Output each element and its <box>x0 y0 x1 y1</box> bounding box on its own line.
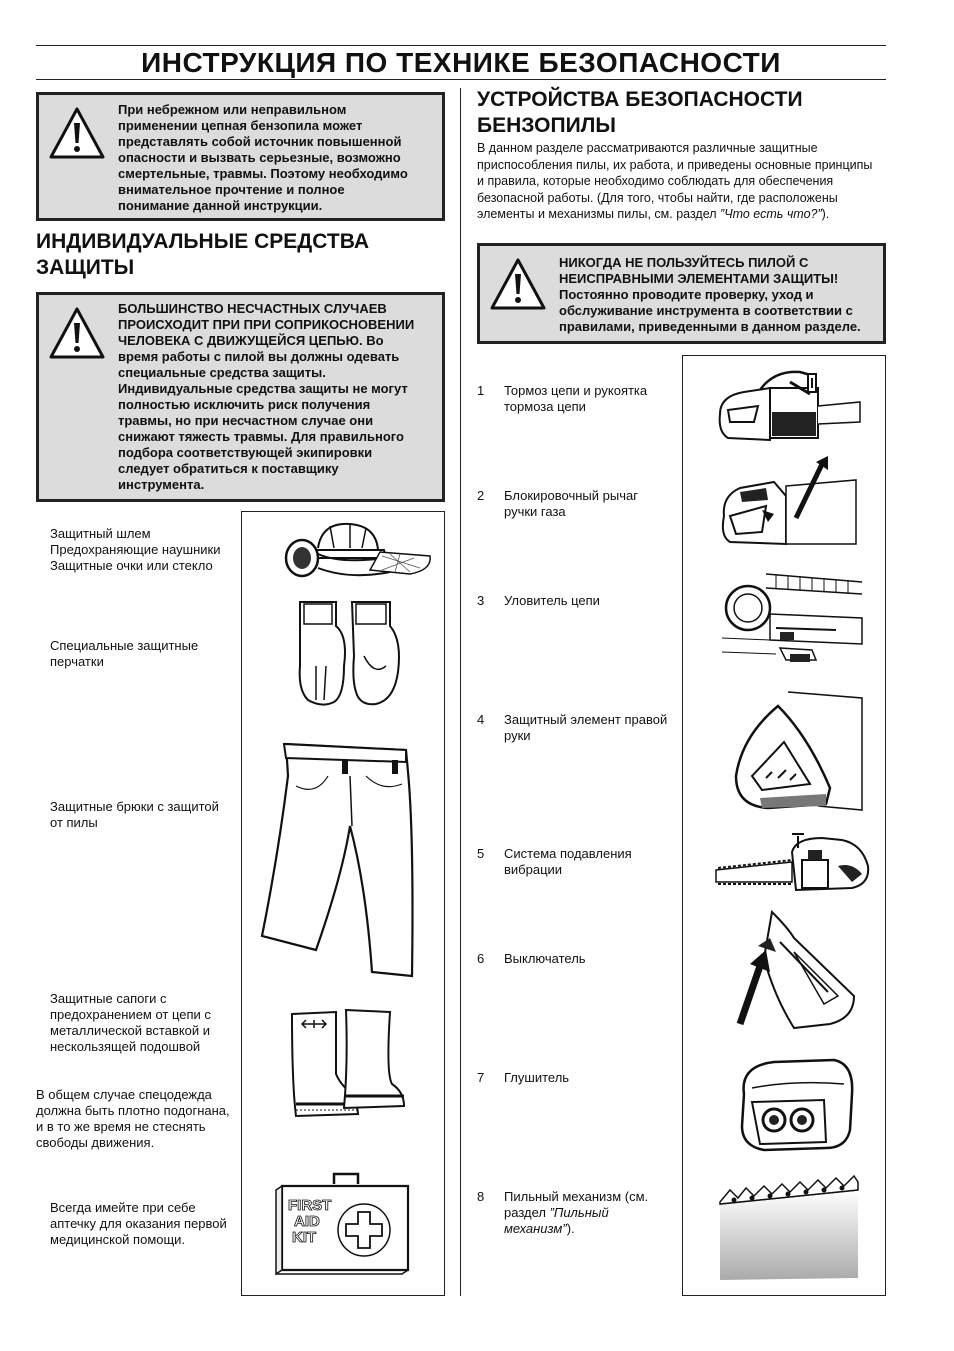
safety-devices-intro: В данном разделе рассматриваются различные защитные приспособления пилы, их работа, и приведены основные принципы и правила, которые необходимо соблюдать для обеспечения безопасной работы. (Для того, чтобы найти, где расположены элементы и механизмы пилы, см. раздел ”Что есть что?”). <box>477 141 873 221</box>
device-number: 3 <box>477 593 485 608</box>
ppe-label-trousers: Защитные брюки с защитой от пилы <box>50 799 219 830</box>
warning-text: БОЛЬШИНСТВО НЕСЧАСТНЫХ СЛУЧАЕВ ПРОИСХОДИТ ПРИ ПРИ СОПРИКОСНОВЕНИИ ЧЕЛОВЕКА С ДВИЖУЩЕЙСЯ ЦЕПЬЮ. Во время работы с пилой вы должны одевать специальные средства защиты. Индивидуальные средства защиты не могут полностью исключить риск получения травмы, но при несчастном случае они снижают тяжесть травмы. Для правильного подбора соответствующей экипировки следует обратиться к поставщику инструмента. <box>118 301 415 492</box>
page-title: ИНСТРУКЦИЯ ПО ТЕХНИКЕ БЕЗОПАСНОСТИ <box>36 45 886 80</box>
device-label-stop-switch: Выключатель <box>504 951 586 966</box>
ppe-label-gloves: Специальные защитные перчатки <box>50 638 199 669</box>
device-label-chain-catcher: Уловитель цепи <box>504 593 600 608</box>
anti-vibration-icon <box>712 832 874 898</box>
first-aid-kit-icon <box>272 1170 420 1282</box>
kit-text-aid: AID <box>294 1213 320 1230</box>
warning-text: При небрежном или неправильном применении цепная бензопила может представлять собой источник повышенной опасности и вызвать серьезные, возможно смертельные, травмы. Поэтому необходимо внимательное прочтение и полное понимание данной инструкции. <box>118 102 408 213</box>
right-hand-guard-icon <box>722 686 872 812</box>
safety-devices-title: УСТРОЙСТВА БЕЗОПАСНОСТИ БЕНЗОПИЛЫ <box>477 88 803 137</box>
warning-box-misuse <box>36 92 445 221</box>
warning-triangle-icon <box>47 105 107 161</box>
chain-brake-icon <box>714 366 864 446</box>
ppe-label-helmet: Защитный шлем Предохраняющие наушники Защитные очки или стекло <box>50 526 221 573</box>
device-label-chain-brake: Тормоз цепи и рукоятка тормоза цепи <box>504 383 648 414</box>
warning-triangle-icon <box>488 256 548 312</box>
cutting-equipment-icon <box>712 1168 864 1284</box>
device-number: 2 <box>477 488 485 503</box>
device-label-throttle-lockout: Блокировочный рычаг ручки газа <box>504 488 638 519</box>
column-divider <box>460 88 461 1296</box>
device-number: 5 <box>477 846 485 861</box>
helmet-icon <box>270 518 440 582</box>
clothing-note: В общем случае спецодежда должна быть плотно подогнана, и в то же время не стеснять свободы движения. <box>36 1087 230 1150</box>
warning-triangle-icon <box>47 305 107 361</box>
trousers-icon <box>256 736 426 980</box>
ppe-section-title: ИНДИВИДУАЛЬНЫЕ СРЕДСТВА ЗАЩИТЫ <box>36 230 369 279</box>
device-label-anti-vibration: Система подавления вибрации <box>504 846 632 877</box>
kit-text-kit: KIT <box>292 1229 317 1246</box>
ppe-label-boots: Защитные сапоги с предохранением от цепи с металлической вставкой и нескользящей подошвой <box>50 991 211 1054</box>
device-number: 7 <box>477 1070 485 1085</box>
muffler-icon <box>734 1054 858 1154</box>
chain-catcher-icon <box>716 568 866 672</box>
device-label-muffler: Глушитель <box>504 1070 570 1085</box>
warning-box-faulty-devices <box>477 243 886 344</box>
device-number: 6 <box>477 951 485 966</box>
throttle-lockout-icon <box>716 456 866 546</box>
device-number: 4 <box>477 712 485 727</box>
stop-switch-icon <box>734 908 858 1034</box>
gloves-icon <box>294 596 406 710</box>
ppe-label-first-aid: Всегда имейте при себе аптечку для оказания первой медицинской помощи. <box>50 1200 227 1247</box>
device-label-cutting-equipment: Пильный механизм (см. раздел ”Пильный механизм”). <box>504 1189 649 1236</box>
device-number: 1 <box>477 383 485 398</box>
boots-icon <box>286 1004 410 1124</box>
warning-text: НИКОГДА НЕ ПОЛЬЗУЙТЕСЬ ПИЛОЙ С НЕИСПРАВНЫМИ ЭЛЕМЕНТАМИ ЗАЩИТЫ! Постоянно проводите проверку, уход и обслуживание инструмента в соответствии с правилами, приведенными в данном разделе. <box>559 255 861 334</box>
device-label-hand-guard: Защитный элемент правой руки <box>504 712 668 743</box>
warning-box-accidents <box>36 292 445 502</box>
kit-text-first: FIRST <box>288 1197 332 1214</box>
device-number: 8 <box>477 1189 485 1204</box>
